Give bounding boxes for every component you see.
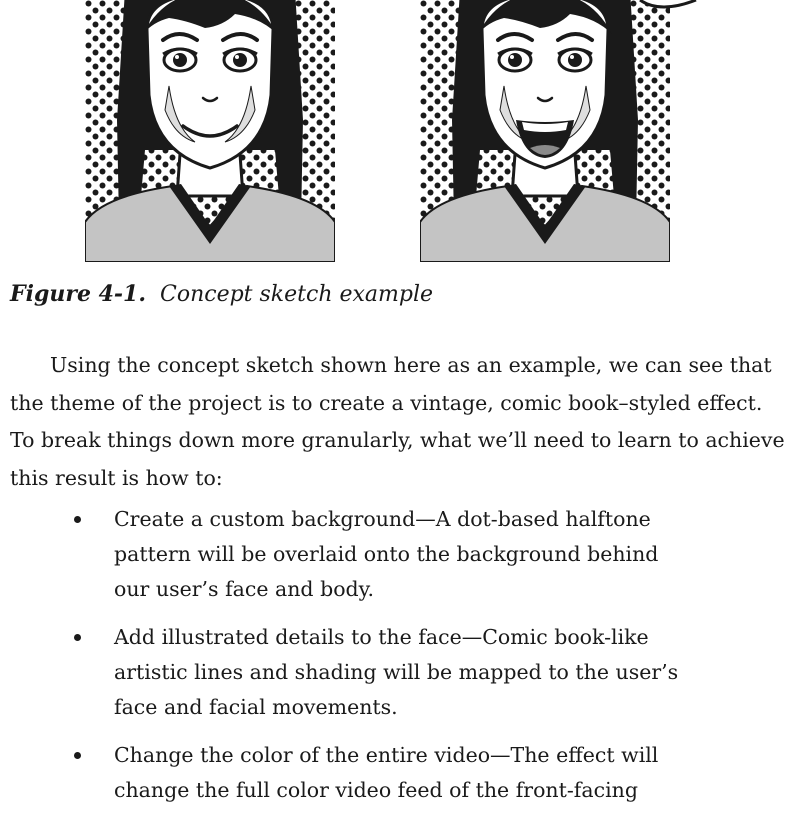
bullet-line: Add illustrated details to the face—Comic book-like <box>114 625 649 649</box>
figure-caption-text: Concept sketch example <box>160 282 434 307</box>
bullet-list <box>0 502 800 821</box>
paragraph-line: Using the concept sketch shown here as an example, we can see that <box>50 353 772 377</box>
happy-face-panel <box>419 0 696 262</box>
speech-bubble-tail <box>640 0 696 7</box>
bullet-line: Create a custom background—A dot-based halftone <box>114 507 651 531</box>
figure-label: Figure 4-1. <box>10 281 147 307</box>
figure-caption <box>10 281 433 307</box>
bullet-line: Change the color of the entire video—The effect will <box>114 743 659 767</box>
list-item <box>0 738 800 808</box>
bullet-line: face and facial movements. <box>114 695 398 719</box>
bullet-line: artistic lines and shading will be mapped to the user’s <box>114 660 679 684</box>
bullet-icon <box>74 634 81 641</box>
bullet-line: pattern will be overlaid onto the background behind <box>114 542 659 566</box>
bullet-icon <box>74 516 81 523</box>
bullet-line: our user’s face and body. <box>114 577 375 601</box>
list-item <box>0 502 800 607</box>
paragraph-line: the theme of the project is to create a vintage, comic book–styled effect. <box>10 390 763 415</box>
paragraph-line: this result is how to: <box>10 465 223 490</box>
bullet-icon <box>74 752 81 759</box>
body-paragraph <box>10 347 790 497</box>
neutral-face-panel <box>84 0 336 262</box>
figure-illustration <box>0 0 800 262</box>
bullet-line: change the full color video feed of the front-facing <box>114 778 638 802</box>
paragraph-line: To break things down more granularly, what we’ll need to learn to achieve <box>10 428 785 452</box>
list-item <box>0 620 800 725</box>
